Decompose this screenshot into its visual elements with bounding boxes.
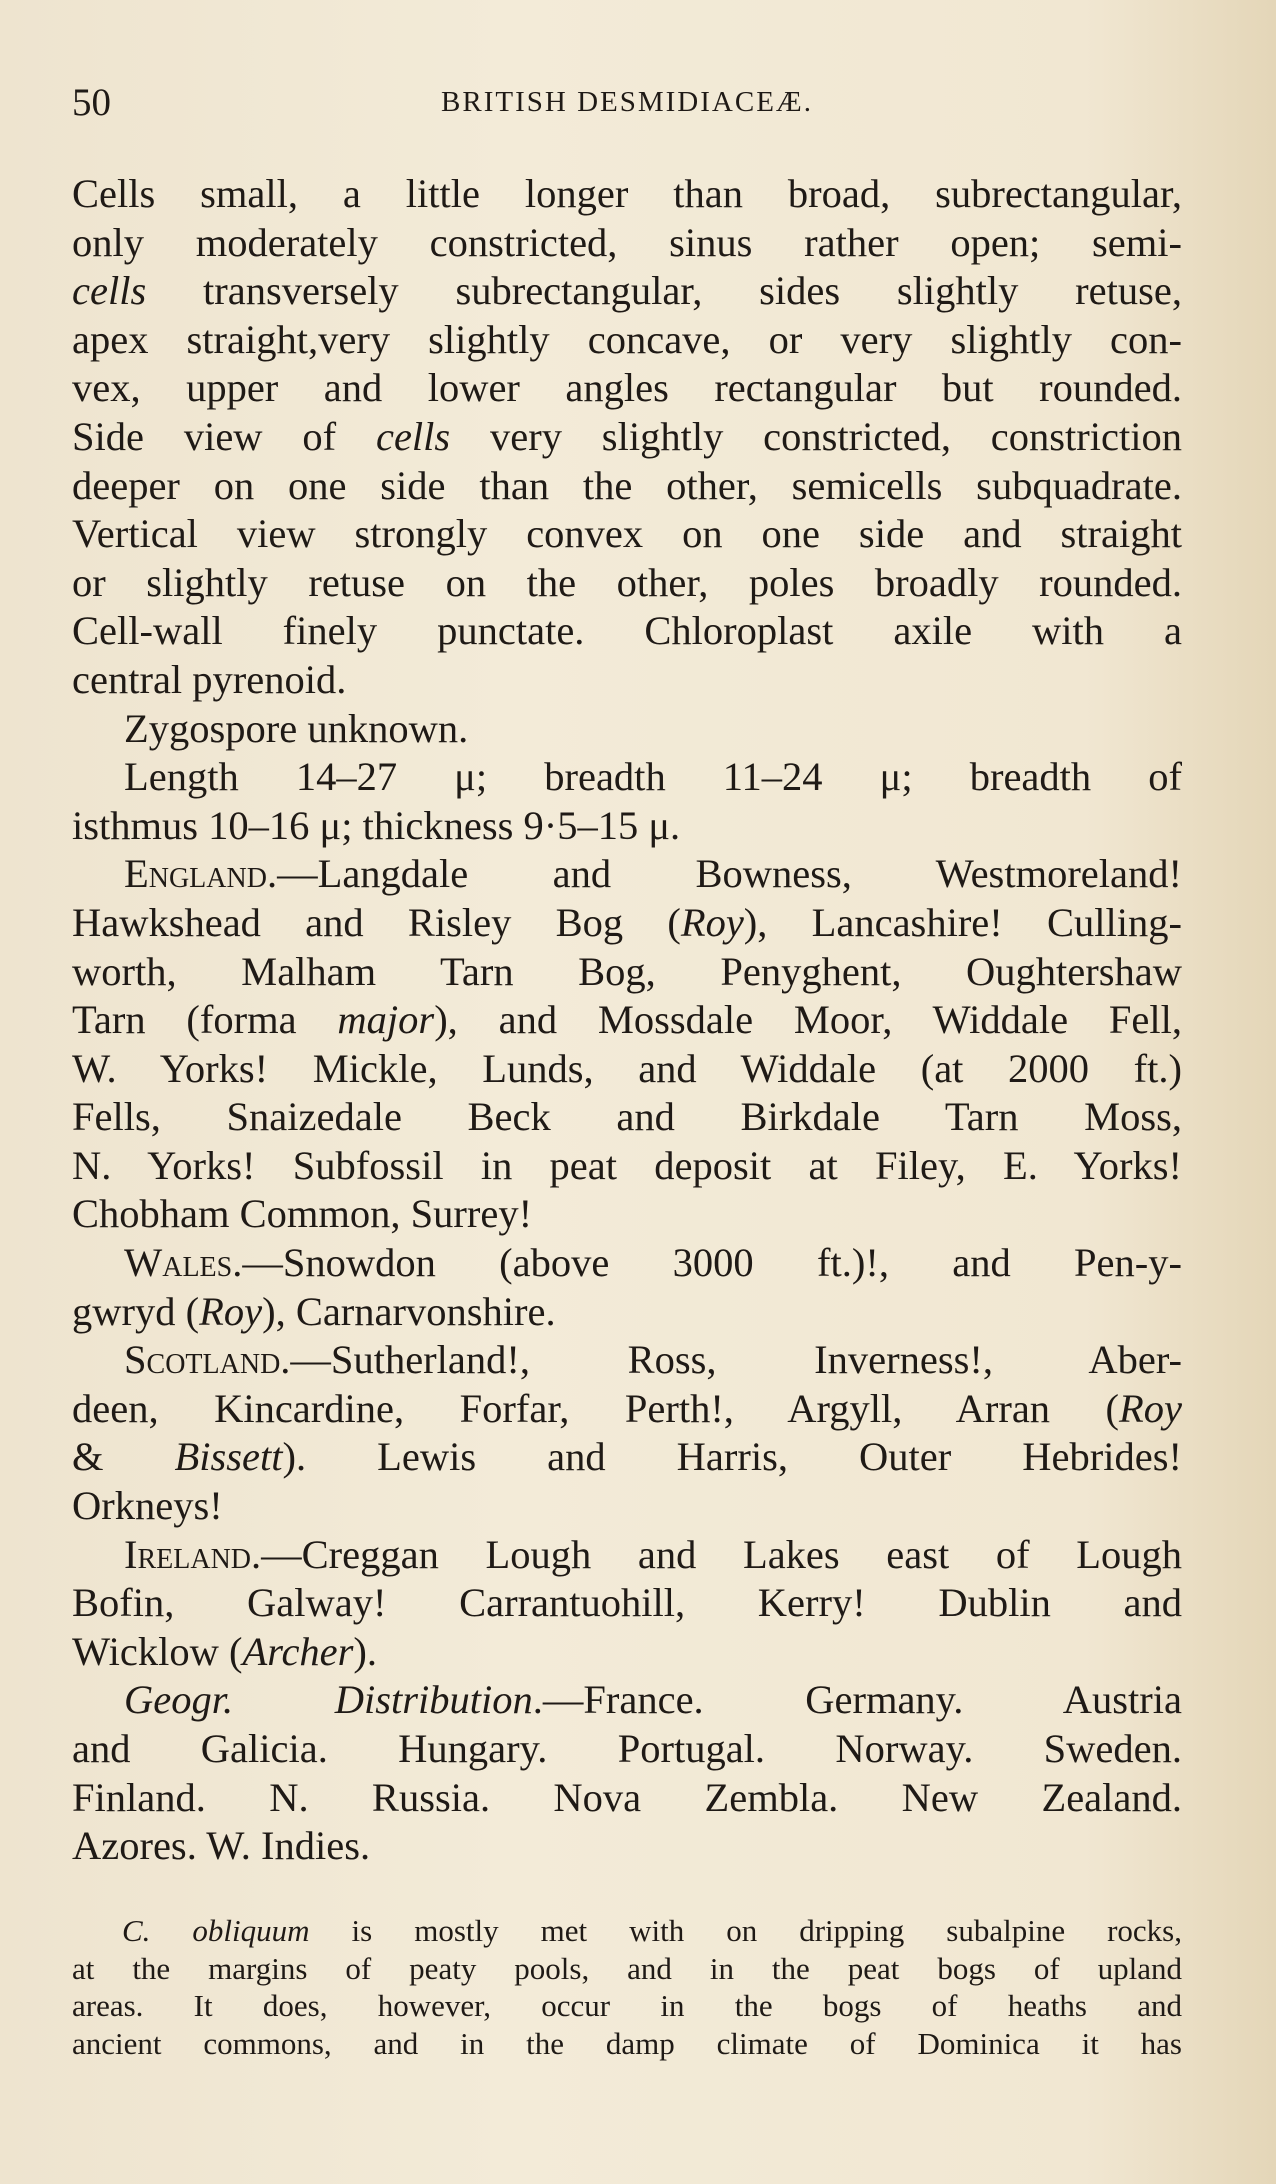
text-line: W. Yorks! Mickle, Lunds, and Widdale (at 2000 ft.) bbox=[72, 1045, 1182, 1091]
text-line: Orkneys! bbox=[72, 1483, 223, 1529]
text-line: vex, upper and lower angles rectangular but rounded. bbox=[72, 365, 1182, 411]
text-line: only moderately constricted, sinus rather open; semi- bbox=[72, 219, 1182, 265]
text-line: Zygospore unknown. bbox=[124, 705, 469, 751]
text-line: Bofin, Galway! Carrantuohill, Kerry! Dublin and bbox=[72, 1580, 1182, 1626]
text-line: & Bissett). Lewis and Harris, Outer Hebrides! bbox=[72, 1434, 1182, 1480]
note-line: areas. It does, however, occur in the bogs of heaths and bbox=[72, 1988, 1182, 2023]
page-header bbox=[72, 80, 1182, 130]
text-line: Azores. W. Indies. bbox=[72, 1823, 371, 1869]
text-line: Cell-wall finely punctate. Chloroplast axile with a bbox=[72, 608, 1182, 654]
text-line: Side view of cells very slightly constricted, constriction bbox=[72, 413, 1183, 459]
text-line: Length 14–27 μ; breadth 11–24 μ; breadth of bbox=[124, 754, 1182, 800]
text-line: deen, Kincardine, Forfar, Perth!, Argyll, Arran (Roy bbox=[72, 1385, 1182, 1431]
text-line: N. Yorks! Subfossil in peat deposit at Filey, E. Yorks! bbox=[72, 1142, 1182, 1188]
text-line: or slightly retuse on the other, poles broadly rounded. bbox=[72, 559, 1182, 605]
text-line: Cells small, a little longer than broad, subrectangular, bbox=[72, 171, 1182, 216]
text-line: Tarn (forma major), and Mossdale Moor, Widdale Fell, bbox=[72, 997, 1182, 1043]
text-line: deeper on one side than the other, semicells subquadrate. bbox=[72, 462, 1182, 508]
text-line: isthmus 10–16 μ; thickness 9·5–15 μ. bbox=[72, 802, 681, 848]
note-line: C. obliquum is mostly met with on dripping subalpine rocks, bbox=[122, 1913, 1182, 1948]
text-line: worth, Malham Tarn Bog, Penyghent, Oughtershaw bbox=[72, 948, 1182, 994]
text-line: Geogr. Distribution.—France. Germany. Austria bbox=[124, 1677, 1182, 1723]
main-text bbox=[72, 170, 1182, 1871]
note-line: at the margins of peaty pools, and in the peat bogs of upland bbox=[72, 1950, 1182, 1986]
text-line: cells transversely subrectangular, sides slightly retuse, bbox=[72, 268, 1182, 314]
running-title: BRITISH DESMIDIACEÆ. bbox=[441, 86, 813, 118]
text-line: Hawkshead and Risley Bog (Roy), Lancashire! Culling- bbox=[72, 899, 1182, 945]
text-line: apex straight,very slightly concave, or very slightly con- bbox=[72, 316, 1182, 362]
text-line: England.—Langdale and Bowness, Westmoreland! bbox=[124, 851, 1182, 897]
page-number: 50 bbox=[72, 81, 111, 124]
text-line: Ireland.—Creggan Lough and Lakes east of Lough bbox=[124, 1531, 1182, 1577]
text-line: Fells, Snaizedale Beck and Birkdale Tarn Moss, bbox=[72, 1094, 1182, 1140]
text-line: Chobham Common, Surrey! bbox=[72, 1191, 533, 1237]
text-line: gwryd (Roy), Carnarvonshire. bbox=[72, 1288, 556, 1334]
text-line: central pyrenoid. bbox=[72, 656, 347, 702]
text-line: Wicklow (Archer). bbox=[72, 1628, 378, 1674]
text-line: Wales.—Snowdon (above 3000 ft.)!, and Pen-y- bbox=[124, 1240, 1182, 1286]
text-line: Scotland.—Sutherland!, Ross, Inverness!, Aber- bbox=[124, 1337, 1182, 1383]
note-paragraph bbox=[72, 1912, 1182, 2062]
text-line: Vertical view strongly convex on one side and straight bbox=[72, 511, 1182, 557]
note-line: ancient commons, and in the damp climate of Dominica it has bbox=[72, 2025, 1182, 2061]
text-line: Finland. N. Russia. Nova Zembla. New Zealand. bbox=[72, 1774, 1182, 1820]
text-line: and Galicia. Hungary. Portugal. Norway. Sweden. bbox=[72, 1726, 1182, 1771]
